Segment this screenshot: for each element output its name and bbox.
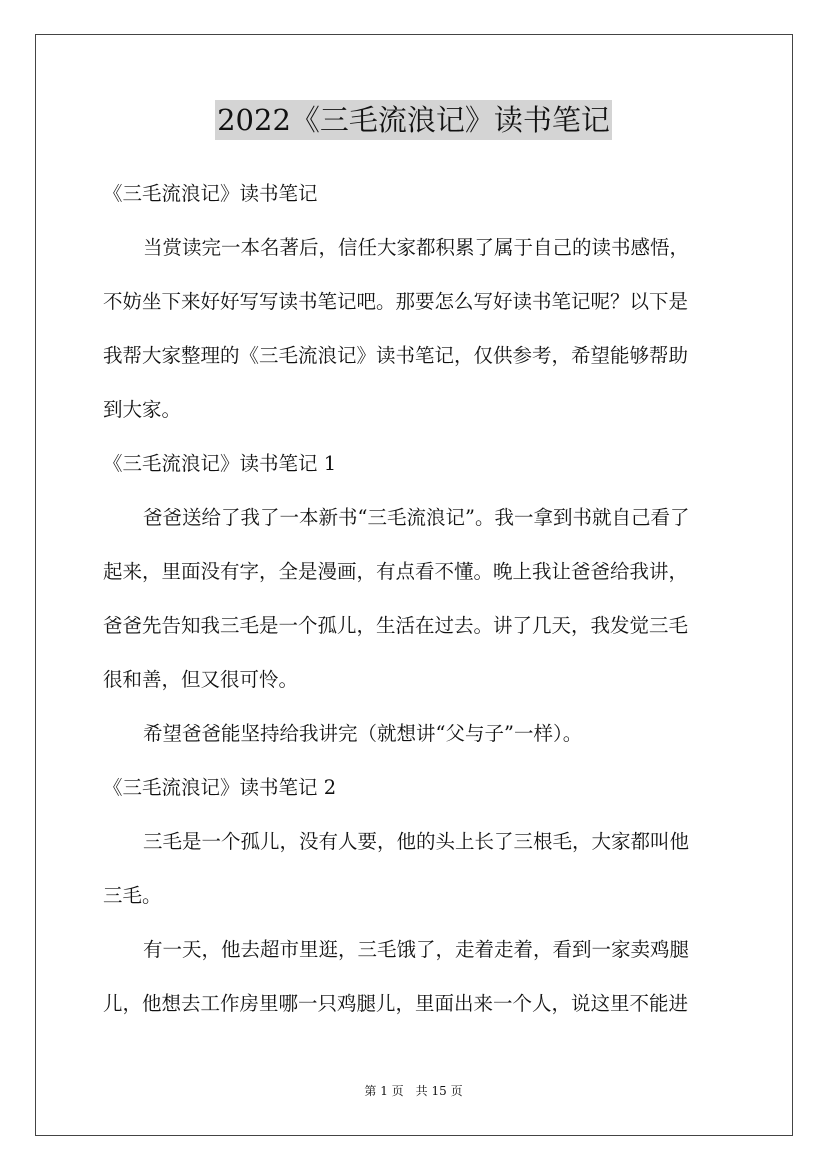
paragraph-line: 不妨坐下来好好写写读书笔记吧。那要怎么写好读书笔记呢？以下是	[103, 290, 689, 313]
paragraph-line: 我帮大家整理的《三毛流浪记》读书笔记，仅供参考，希望能够帮助	[103, 344, 689, 367]
paragraph-line: 爸爸送给了我了一本新书“三毛流浪记”。我一拿到书就自己看了	[143, 506, 690, 529]
paragraph-line: 当赏读完一本名著后，信任大家都积累了属于自己的读书感悟，	[143, 236, 690, 259]
section-heading-2: 《三毛流浪记》读书笔记 2	[103, 776, 337, 799]
paragraph-line: 希望爸爸能坚持给我讲完（就想讲“父与子”一样）。	[143, 722, 583, 745]
paragraph-line: 到大家。	[103, 398, 182, 421]
paragraph-line: 很和善，但又很可怜。	[103, 668, 299, 691]
page-number-footer: 第 1 页 共 15 页	[364, 1084, 463, 1098]
section-heading-1: 《三毛流浪记》读书笔记 1	[103, 452, 337, 475]
intro-heading: 《三毛流浪记》读书笔记	[103, 182, 318, 205]
paragraph-line: 有一天，他去超市里逛，三毛饿了，走着走着，看到一家卖鸡腿	[143, 938, 690, 961]
document-title: 2022《三毛流浪记》读书笔记	[215, 100, 612, 140]
document-body	[103, 175, 728, 1039]
paragraph-line: 爸爸先告知我三毛是一个孤儿，生活在过去。讲了几天，我发觉三毛	[103, 614, 689, 637]
paragraph-line: 起来，里面没有字，全是漫画，有点看不懂。晚上我让爸爸给我讲，	[103, 560, 689, 583]
paragraph-line: 三毛。	[103, 884, 162, 907]
paragraph-line: 儿，他想去工作房里哪一只鸡腿儿，里面出来一个人，说这里不能进	[103, 992, 689, 1015]
paragraph-line: 三毛是一个孤儿，没有人要，他的头上长了三根毛，大家都叫他	[143, 830, 690, 853]
title-container	[0, 100, 827, 140]
